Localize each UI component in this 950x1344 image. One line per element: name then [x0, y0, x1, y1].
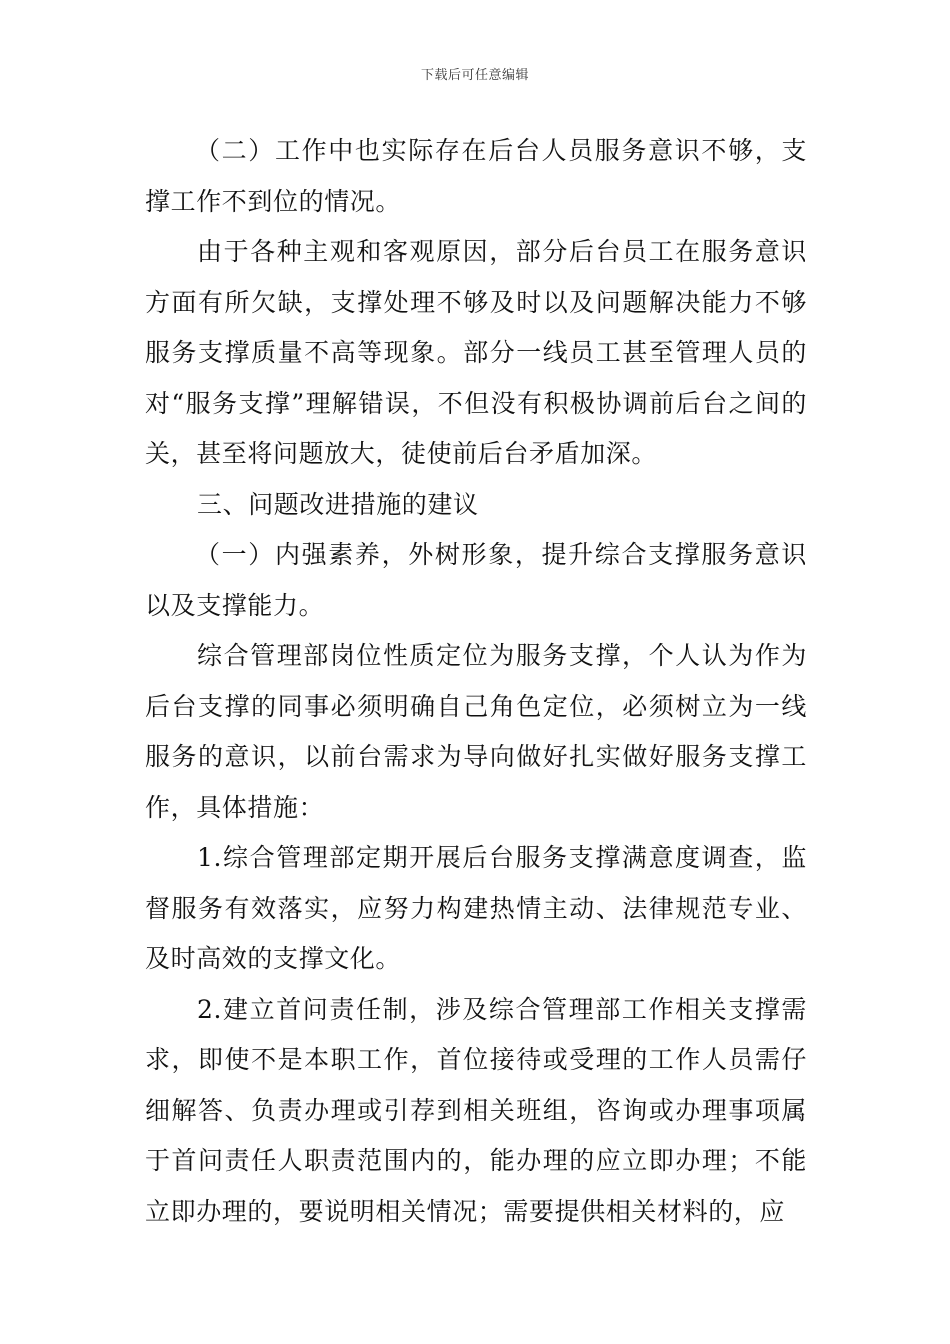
paragraph-role-positioning: 综合管理部岗位性质定位为服务支撑，个人认为作为后台支撑的同事必须明确自己角色定位，必须树立为一线服务的意识，以前台需求为导向做好扎实做好服务支撑工作，具体措施：: [145, 641, 807, 822]
page-header-note: 下载后可任意编辑: [420, 68, 529, 83]
paragraph-reasons: 由于各种主观和客观原因，部分后台员工在服务意识方面有所欠缺，支撑处理不够及时以及问题解决能力不够服务支撑质量不高等现象。部分一线员工甚至管理人员的对“服务支撑”理解错误，不但没有积极协调前后台之间的关，甚至将问题放大，徒使前后台矛盾加深。: [145, 237, 807, 468]
heading-improvement-measures: 三、问题改进措施的建议: [197, 489, 479, 519]
paragraph-measure-1: 1.综合管理部定期开展后台服务支撑满意度调查，监督服务有效落实，应努力构建热情主动、法律规范专业、及时高效的支撑文化。: [145, 843, 807, 973]
paragraph-section-2-2: （二）工作中也实际存在后台人员服务意识不够，支撑工作不到位的情况。: [145, 136, 807, 216]
document-body: [145, 126, 807, 1237]
paragraph-section-3-1: （一）内强素养，外树形象，提升综合支撑服务意识以及支撑能力。: [145, 540, 807, 620]
paragraph-measure-2: 2.建立首问责任制，涉及综合管理部工作相关支撑需求，即使不是本职工作，首位接待或受理的工作人员需仔细解答、负责办理或引荐到相关班组，咨询或办理事项属于首问责任人职责范围内的，能办理的应立即办理；不能立即办理的，要说明相关情况；需要提供相关材料的，应: [145, 994, 807, 1226]
